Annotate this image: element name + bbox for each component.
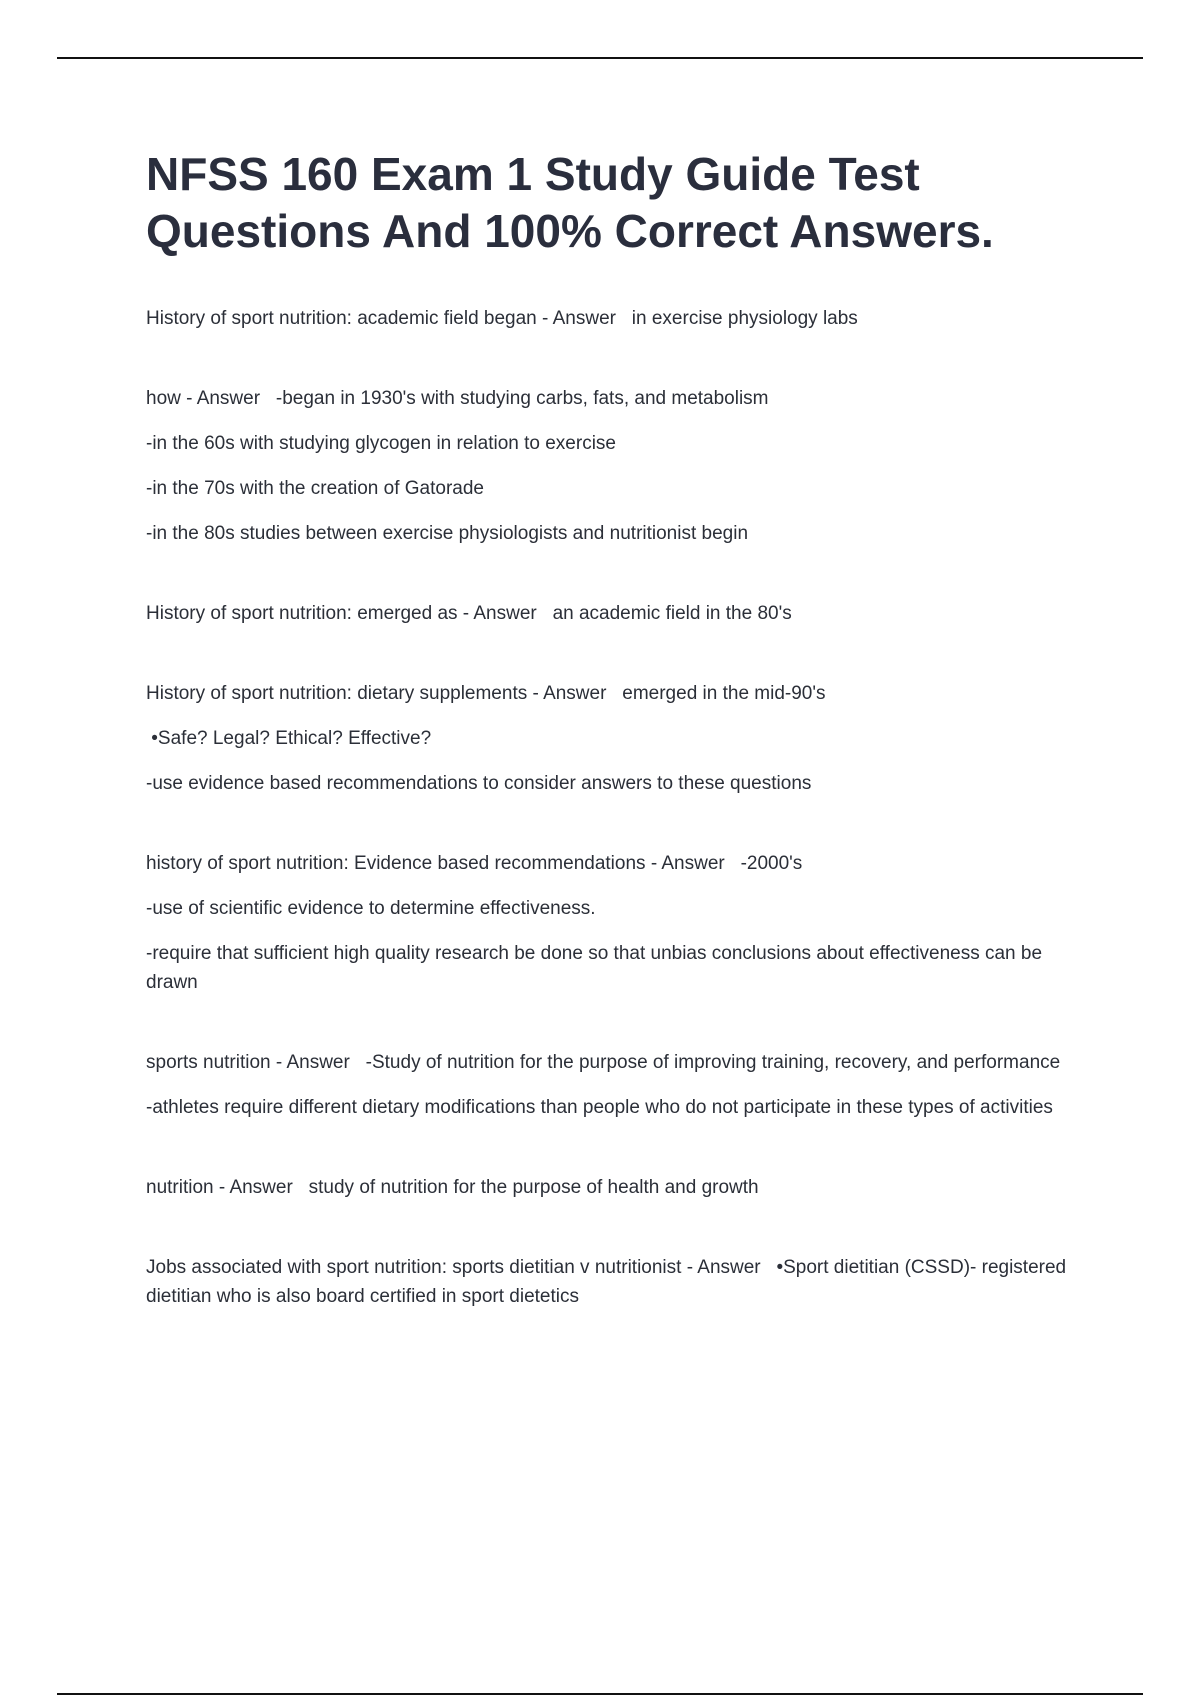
answer-continuation: •Safe? Legal? Ethical? Effective?	[146, 728, 432, 749]
qa-entry	[146, 1173, 1086, 1202]
answer-continuation: -in the 60s with studying glycogen in relation to exercise	[146, 433, 616, 454]
answer-separator: - Answer	[536, 308, 632, 329]
qa-line	[146, 304, 1086, 333]
question-text: history of sport nutrition: Evidence based recommendations	[146, 853, 646, 874]
answer-continuation: -use evidence based recommendations to consider answers to these questions	[146, 773, 812, 794]
qa-entry	[146, 849, 1086, 997]
answer-continuation: -require that sufficient high quality research be done so that unbias conclusions about effectiveness can be drawn	[146, 943, 1043, 993]
qa-line	[146, 849, 1086, 878]
document-page	[146, 146, 1086, 1311]
answer-text: •Sport dietitian (CSSD)- registered dietitian who is also board certified in sport dietetics	[146, 1257, 1067, 1307]
answer-separator: - Answer	[681, 1257, 777, 1278]
qa-list	[146, 304, 1086, 1311]
answer-text: emerged in the mid-90's	[622, 683, 826, 704]
top-rule	[57, 57, 1143, 59]
qa-line	[146, 1048, 1086, 1077]
answer-separator: - Answer	[527, 683, 623, 704]
answer-text: an academic field in the 80's	[552, 603, 792, 624]
answer-continuation: -athletes require different dietary modifications than people who do not participate in these types of activities	[146, 1097, 1053, 1118]
answer-continuation: -in the 70s with the creation of Gatorade	[146, 478, 484, 499]
answer-text: -began in 1930's with studying carbs, fats, and metabolism	[275, 388, 769, 409]
answer-separator: - Answer	[645, 853, 741, 874]
answer-separator: - Answer	[213, 1177, 309, 1198]
qa-entry	[146, 679, 1086, 798]
answer-separator: - Answer	[457, 603, 553, 624]
bottom-rule	[57, 1693, 1143, 1695]
question-text: sports nutrition	[146, 1052, 271, 1073]
qa-entry	[146, 304, 1086, 333]
qa-entry	[146, 1048, 1086, 1122]
question-text: nutrition	[146, 1177, 214, 1198]
answer-text: in exercise physiology labs	[631, 308, 858, 329]
answer-continuation: -in the 80s studies between exercise physiologists and nutritionist begin	[146, 523, 749, 544]
qa-line	[146, 1173, 1086, 1202]
answer-text: -2000's	[740, 853, 803, 874]
qa-line	[146, 679, 1086, 708]
question-text: History of sport nutrition: emerged as	[146, 603, 458, 624]
question-text: History of sport nutrition: dietary supplements	[146, 683, 528, 704]
qa-line	[146, 1253, 1086, 1311]
answer-text: -Study of nutrition for the purpose of improving training, recovery, and performance	[365, 1052, 1061, 1073]
answer-text: study of nutrition for the purpose of health and growth	[308, 1177, 759, 1198]
question-text: History of sport nutrition: academic field began	[146, 308, 537, 329]
document-title: NFSS 160 Exam 1 Study Guide Test Questions And 100% Correct Answers.	[146, 148, 994, 257]
answer-continuation: -use of scientific evidence to determine effectiveness.	[146, 898, 596, 919]
qa-line	[146, 384, 1086, 413]
qa-entry	[146, 599, 1086, 628]
qa-entry	[146, 1253, 1086, 1311]
qa-entry	[146, 384, 1086, 548]
question-text: Jobs associated with sport nutrition: sports dietitian v nutritionist	[146, 1257, 682, 1278]
answer-separator: - Answer	[180, 388, 276, 409]
qa-line	[146, 599, 1086, 628]
question-text: how	[146, 388, 181, 409]
answer-separator: - Answer	[270, 1052, 366, 1073]
